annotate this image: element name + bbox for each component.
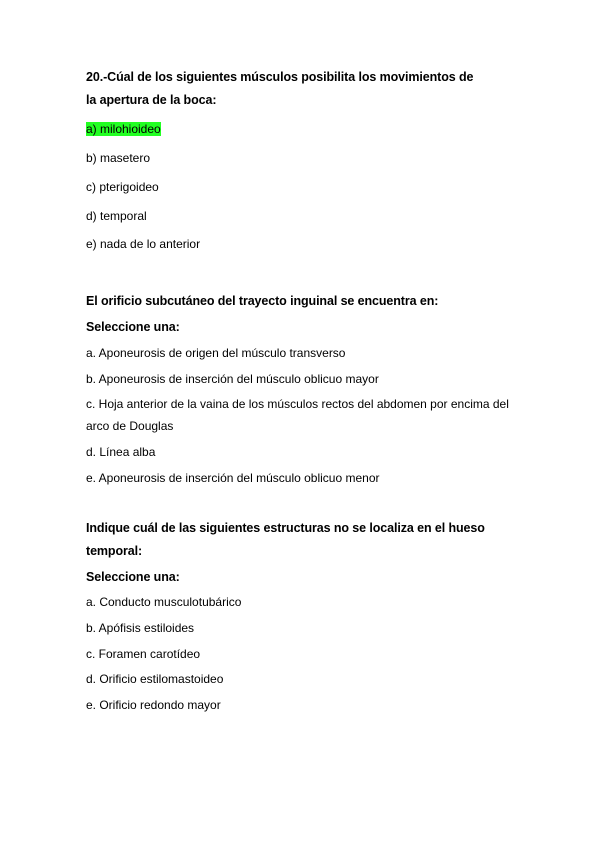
option-d: d. Línea alba (86, 445, 156, 459)
question-1 (86, 66, 526, 112)
option-e: e. Aponeurosis de inserción del músculo oblicuo menor (86, 471, 380, 485)
question-3 (86, 517, 526, 589)
question-2-prompt: Seleccione una: (86, 320, 180, 334)
option-e: e. Orificio redondo mayor (86, 698, 221, 712)
option-e: e) nada de lo anterior (86, 237, 201, 251)
option-b: b) masetero (86, 151, 151, 165)
option-d: d. Orificio estilomastoideo (86, 672, 224, 686)
option-c: c) pterigoideo (86, 180, 159, 194)
option-d: d) temporal (86, 209, 147, 223)
option-b: b. Aponeurosis de inserción del músculo oblicuo mayor (86, 372, 379, 386)
question-1-title: 20.-Cúal de los siguientes músculos posibilita los movimientos de la apertura de la boca: (86, 70, 474, 107)
option-c: c. Foramen carotídeo (86, 647, 201, 661)
correct-answer-highlight: a) milohioideo (86, 122, 161, 136)
option-a: a. Conducto musculotubárico (86, 595, 242, 609)
question-3-title: Indique cuál de las siguientes estructuras no se localiza en el hueso temporal: (86, 521, 485, 558)
option-b: b. Apófisis estiloides (86, 621, 195, 635)
option-a (86, 121, 161, 137)
question-3-prompt: Seleccione una: (86, 570, 180, 584)
question-2-title: El orificio subcutáneo del trayecto inguinal se encuentra en: (86, 294, 439, 308)
question-2 (86, 290, 526, 339)
option-a: a. Aponeurosis de origen del músculo transverso (86, 346, 346, 360)
option-c: c. Hoja anterior de la vaina de los músculos rectos del abdomen por encima del arco de Douglas (86, 397, 509, 433)
